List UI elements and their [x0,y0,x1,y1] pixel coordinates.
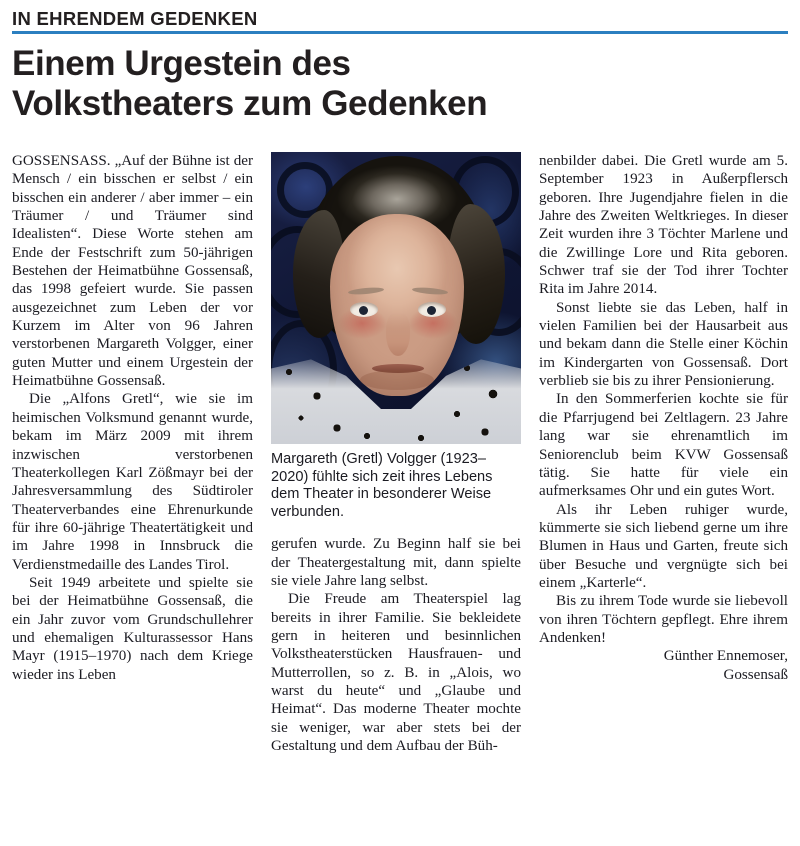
author-signature-place: Gossensaß [723,666,788,683]
photo-eye-left [350,302,378,317]
article-columns [12,152,788,842]
paragraph: In den Sommerferien kochte sie für die Pfarrjugend bei Zeltlagern. 23 Jahre lang war sie ehrenamtlich im Seniorenclub beim KVW Gossensaß tätig. Sie hatte für viele ein aufmerksames Ohr und ein gutes Wort. [539,391,788,500]
paragraph: nenbilder dabei. Die Gretl wurde am 5. September 1923 in Außerpflersch geboren. Ihre Jugendjahre fielen in die Jahre des Zweiten Weltkrieges. In dieser Zeit wurden ihre 3 Töchter Marlene und die Zwillinge Lore und Rita geboren. Schwer traf sie der Tod ihrer Tochter Rita im Jahre 2014. [539,153,788,298]
page-title [12,44,572,124]
column-1 [12,152,253,684]
photo-eyebrow-left [348,286,384,295]
paragraph: Die Freude am Theaterspiel lag bereits in ihrer Familie. Sie bekleidete gern in heiteren und besinnlichen Volkstheaterstücken Hausfrauen- und Mutterrollen, so z. B. in „Alois, wo warst du heute“ und „Glaube und Heimat“. Das moderne Theater mochte sie weniger, war aber stets bei der Gestaltung und dem Aufbau der Büh- [271,591,521,755]
portrait-photo [271,152,521,444]
photo-pupil-left [359,306,368,315]
paragraph: Die „Alfons Gretl“, wie sie im heimischen Volksmund genannt wurde, bekam im März 2009 mit ihrem inzwischen verstorbenen Theaterkollegen Karl Zößmayr bei der Jahresversammlung des Südtiroler Theaterverbandes eine Ehrenurkunde für ihre 60-jährige Theatertätigkeit und im Jahre 1998 in Innsbruck die Verdienstmedaille des Landes Tirol. [12,391,253,573]
column-3-text [539,152,788,647]
photo-pupil-right [427,306,436,315]
paragraph: Seit 1949 arbeitete und spielte sie bei der Heimatbühne Gossensaß, die ein Jahr zuvor vom Grundschullehrer und ehemaligen Kulturassessor Hans Mayr (1915–1970) nach dem Kriege wieder ins Leben [12,574,253,683]
photo-chin-shadow [360,370,434,390]
column-2-text [271,535,521,755]
column-2 [271,152,521,756]
photo-nose [386,312,410,356]
rubric-label: IN EHRENDEM GEDENKEN [12,8,258,29]
rubric-header [12,0,788,34]
headline-line-1: Einem Urgestein des [12,44,351,84]
paragraph: Als ihr Leben ruhiger wurde, kümmerte sie sich liebend gerne um ihre Blumen in Haus und Garten, freute sich über Besuche und vergnügte sich bei einem „Karterle“. [539,501,788,591]
photo-caption: Margareth (Gretl) Volgger (1923–2020) fühlte sich zeit ihres Lebens dem Theater in besonderer Weise verbunden. [271,451,493,520]
paragraph: GOSSENSASS. „Auf der Bühne ist der Mensch / ein bisschen er selbst / ein bisschen ein anderer / aber immer – ein Träumer / und Träumer sind Idealisten“. Diese Worte stehen am Ende der Festschrift zum 50-jährigen Bestehen der Heimatbühne Gossensaß, das 1998 gefeiert wurde. Sie passen ausgezeichnet zum Leben der vor Kurzem im Alter von 96 Jahren verstorbenen Margareth Volgger, einer guten Mutter und einem Urgestein der Heimatbühne Gossensaß. [12,153,253,390]
paragraph: Sonst liebte sie das Leben, half in vielen Familien bei der Hausarbeit aus und bekam dann die Stelle einer Köchin im Kindergarten von Gossensaß. Dort verblieb sie bis zu ihrer Pensionierung. [539,299,788,390]
photo-eye-right [418,302,446,317]
column-3 [539,152,788,684]
paragraph: gerufen wurde. Zu Beginn half sie bei der Theatergestaltung mit, dann spielte sie viele Jahre lang selbst. [271,536,521,590]
column-1-text [12,152,253,684]
headline-line-2: Volkstheaters zum Gedenken [12,84,488,124]
photo-eyebrow-right [412,286,448,295]
paragraph: Bis zu ihrem Tode wurde sie liebevoll von ihren Töchtern gepflegt. Ehre ihrem Andenken! [539,593,788,646]
author-signature-name: Günther Ennemoser, [663,648,788,665]
rubric-rule [12,31,788,34]
